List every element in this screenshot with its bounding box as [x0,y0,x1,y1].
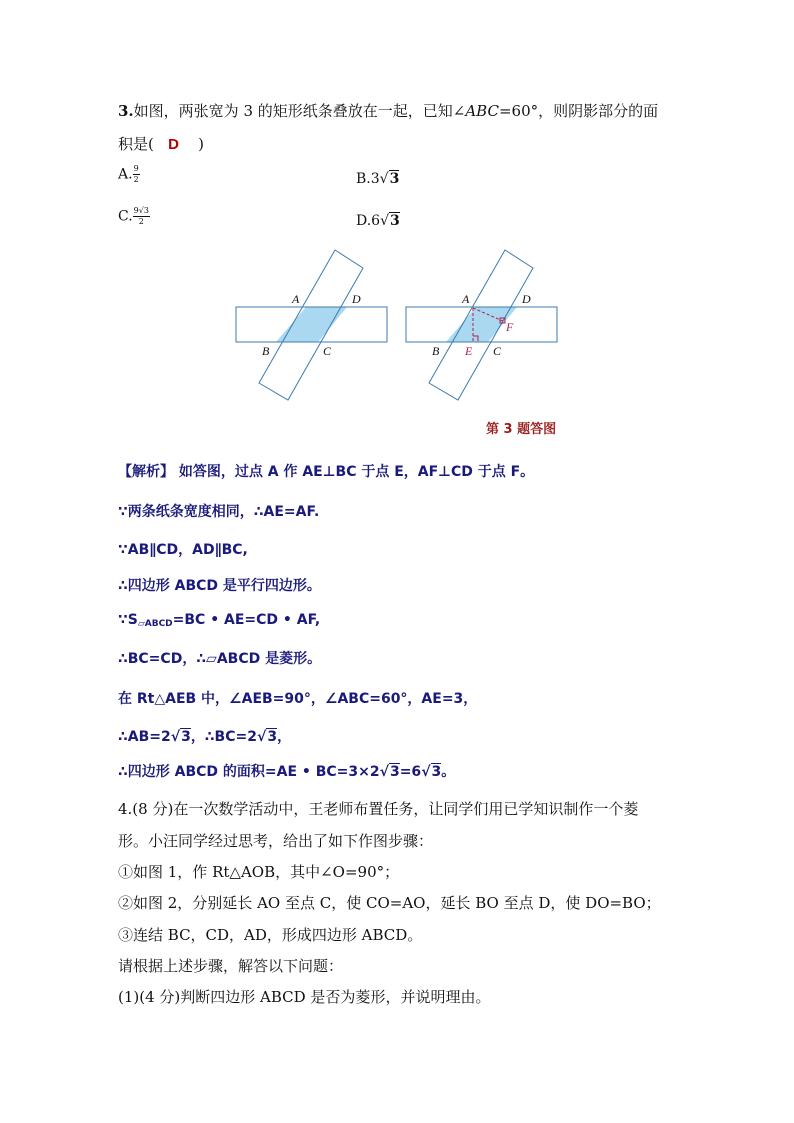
q3-figure [0,0,794,450]
label-left-a: A [292,292,300,306]
q3-answer: D [168,136,180,153]
q4-line-2: 形。小汪同学经过思考，给出了如下作图步骤： [118,832,434,850]
solution-line-9: ∴四边形 ABCD 的面积=AE • BC=3×2√3=6√3。 [118,764,456,780]
label-left-d: D [352,292,361,306]
label-left-c: C [323,344,332,358]
option-c: C. $\frac{9√3}{2}$ [118,206,149,226]
solution-line-7: 在 Rt△AEB 中，∠AEB=90°，∠ABC=60°，AE=3， [118,691,478,707]
label-right-f: F [506,320,514,334]
label-right-d: D [522,292,531,306]
q4-part-1: (1)(4 分)判断四边形 ABCD 是否为菱形，并说明理由。 [118,988,491,1006]
figure-right [406,250,557,400]
shaded-rhombus-left [276,307,347,342]
option-b: B.3√3 [356,171,400,187]
option-d: D.6√3 [356,213,400,229]
q4-instruction: 请根据上述步骤，解答以下问题： [118,957,344,975]
solution-line-2: ∵两条纸条宽度相同，∴AE=AF. [118,504,320,520]
label-left-b: B [262,344,270,358]
q4-step-2: ②如图 2，分别延长 AO 至点 C，使 CO=AO，延长 BO 至点 D，使 DO=BO； [118,894,661,912]
fraction-9-over-2: $\frac{9}{2}$ [133,164,139,184]
label-right-e: E [465,344,473,358]
q4-step-3: ③连结 BC，CD，AD，形成四边形 ABCD。 [118,926,423,944]
solution-line-4: ∴四边形 ABCD 是平行四边形。 [118,578,321,594]
figure-left [236,250,387,400]
solution-line-5: $\because S_{▱ABCD}=BC$ • AE=CD • AF, [118,612,321,629]
label-right-b: B [432,344,440,358]
option-a: A. $\frac{9}{2}$ [118,164,139,184]
fraction-9root3-over-2: $\frac{9√3}{2}$ [133,206,149,226]
q3-line2: 积是( D ) [118,135,204,153]
label-right-c: C [493,344,502,358]
figure-caption: 第 3 题答图 [486,422,557,437]
q3-number: 3. [118,102,134,120]
solution-line-3: ∵AB∥CD，AD∥BC, [118,542,248,558]
q4-step-1: ①如图 1，作 Rt△AOB，其中∠O=90°； [118,863,400,881]
solution-line-8: ∴AB=2√3，∴BC=2√3， [118,729,292,745]
solution-line-1: 【解析】 如答图，过点 A 作 AE⊥BC 于点 E，AF⊥CD 于点 F。 [118,464,535,480]
q4-line-1: 4.(8 分)在一次数学活动中，王老师布置任务，让同学们用已学知识制作一个菱 [118,800,639,818]
label-right-a: A [462,292,470,306]
q3-line1: 3.如图，两张宽为 3 的矩形纸条叠放在一起，已知∠ABC=60°，则阴影部分的面 [118,102,659,120]
solution-line-6: ∴BC=CD，∴▱ABCD 是菱形。 [118,651,322,667]
